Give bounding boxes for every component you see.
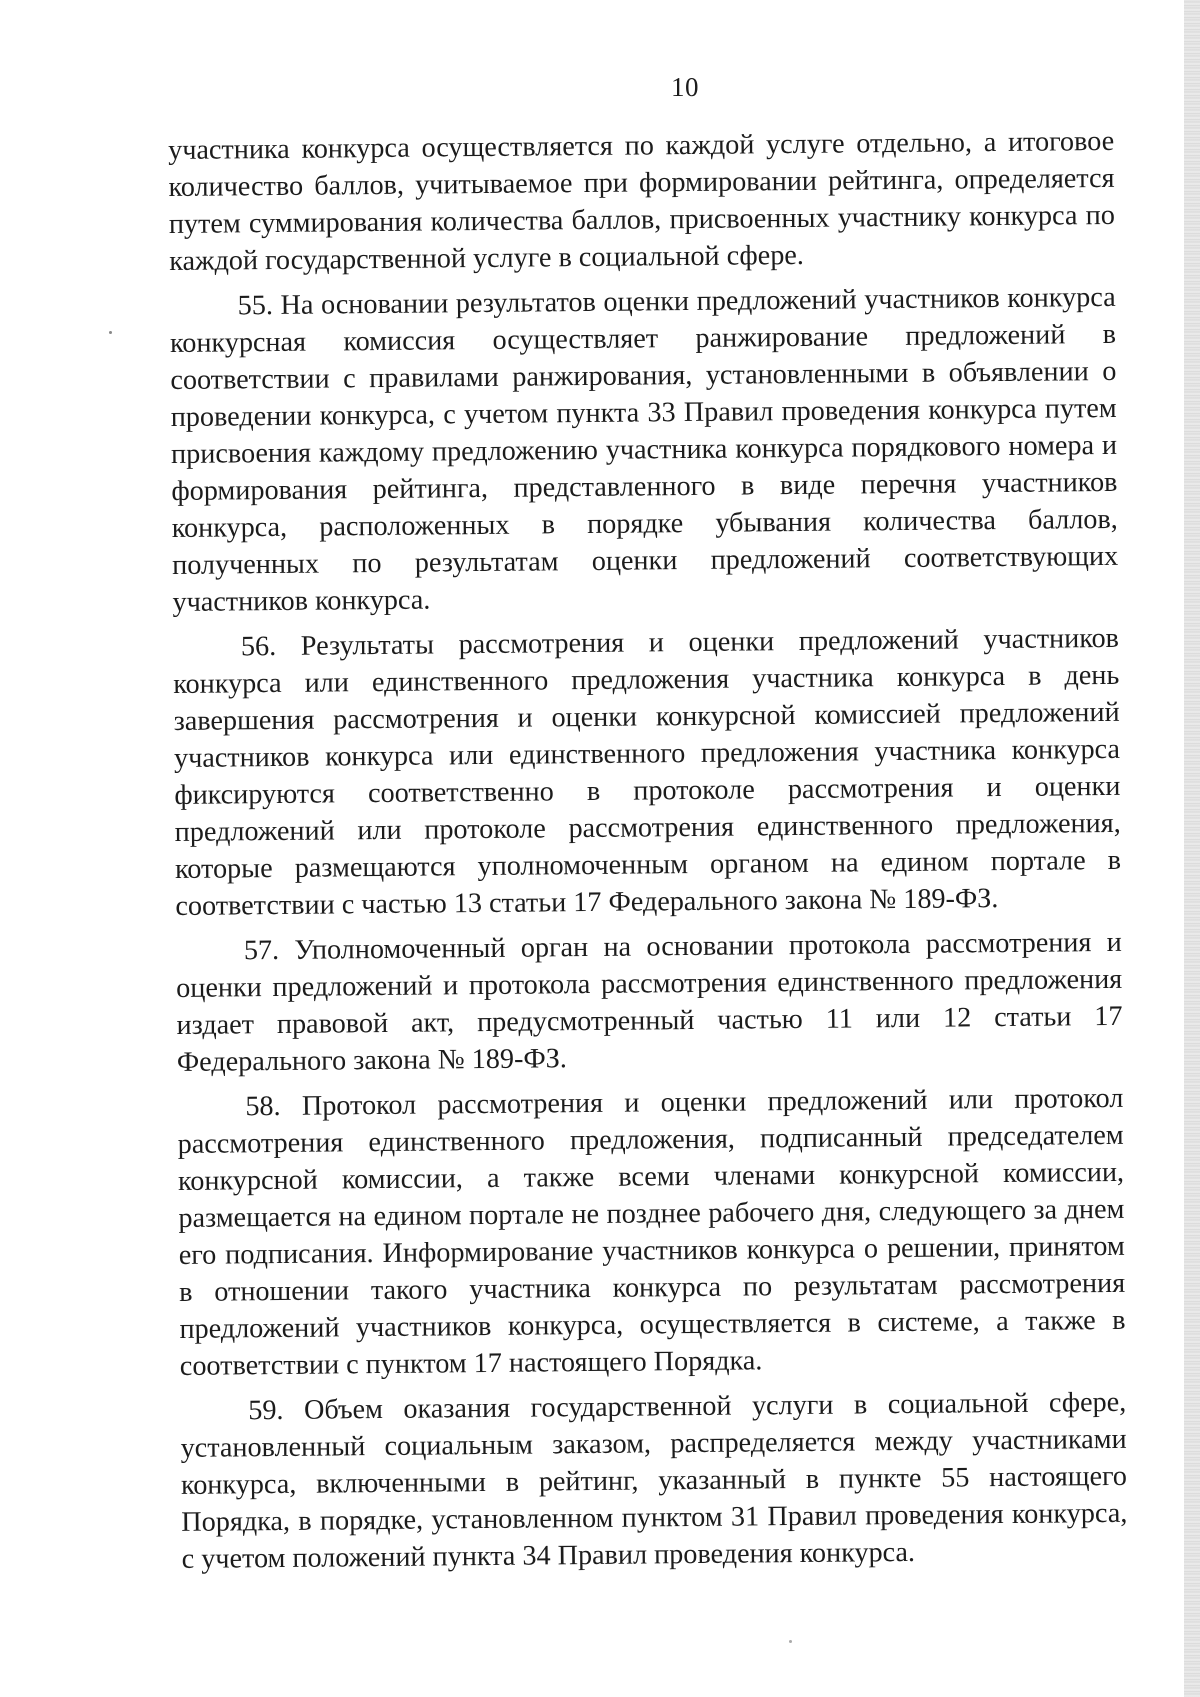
paragraph-56: 56. Результаты рассмотрения и оценки предложений участников конкурса или единственного предложения участника конкурса в день завершения рассмотрения и оценки конкурсной комиссией предложений участников конкурса или единственного предложения участника конкурса фиксируются соответственно в протоколе рассмотрения и оценки предложений или протоколе рассмотрения единственного предложения, которые размещаются уполномоченным органом на едином портале в соответствии с частью 13 статьи 17 Федерального закона № 189-ФЗ. <box>173 622 1122 922</box>
scan-edge <box>1184 0 1200 1697</box>
scan-speck <box>109 331 112 334</box>
paragraph-57: 57. Уполномоченный орган на основании протокола рассмотрения и оценки предложений и протокола рассмотрения единственного предложения издает правовой акт, предусмотренный частью 11 или 12 статьи 17 Федерального закона № 189-ФЗ. <box>176 926 1123 1078</box>
paragraph-59: 59. Объем оказания государственной услуги в социальной сфере, установленный социальным заказом, распределяется между участниками конкурса, включенными в рейтинг, указанный в пункте 55 настоящего Порядка, в порядке, установленном пунктом 31 Правил проведения конкурса, с учетом положений пункта 34 Правил проведения конкурса. <box>180 1386 1128 1575</box>
page-number: 10 <box>671 72 699 102</box>
scan-speck <box>789 1640 792 1643</box>
document-body <box>168 123 1128 1586</box>
paragraph-continuation: участника конкурса осуществляется по каждой услуге отдельно, а итоговое количество баллов, учитываемое при формировании рейтинга, определяется путем суммирования количества баллов, присвоенных участнику конкурса по каждой государственной услуге в социальной сфере. <box>168 125 1115 277</box>
paragraph-55: 55. На основании результатов оценки предложений участников конкурса конкурсная комиссия осуществляет ранжирование предложений в соответствии с правилами ранжирования, установленными в объявлении о проведении конкурса, с учетом пункта 33 Правил проведения конкурса путем присвоения каждому предложению участника конкурса порядкового номера и формирования рейтинга, представленного в виде перечня участников конкурса, расположенных в порядке убывания количества баллов, полученных по результатам оценки предложений соответствующих участников конкурса. <box>169 281 1119 618</box>
paragraph-58: 58. Протокол рассмотрения и оценки предложений или протокол рассмотрения единственного предложения, подписанный председателем конкурсной комиссии, а также всеми членами конкурсной комиссии, размещается на едином портале не позднее рабочего дня, следующего за днем его подписания. Информирование участников конкурса о решении, принятом в отношении такого участника конкурса по результатам рассмотрения предложений участников конкурса, осуществляется в системе, а также в соответствии с пунктом 17 настоящего Порядка. <box>177 1082 1126 1382</box>
